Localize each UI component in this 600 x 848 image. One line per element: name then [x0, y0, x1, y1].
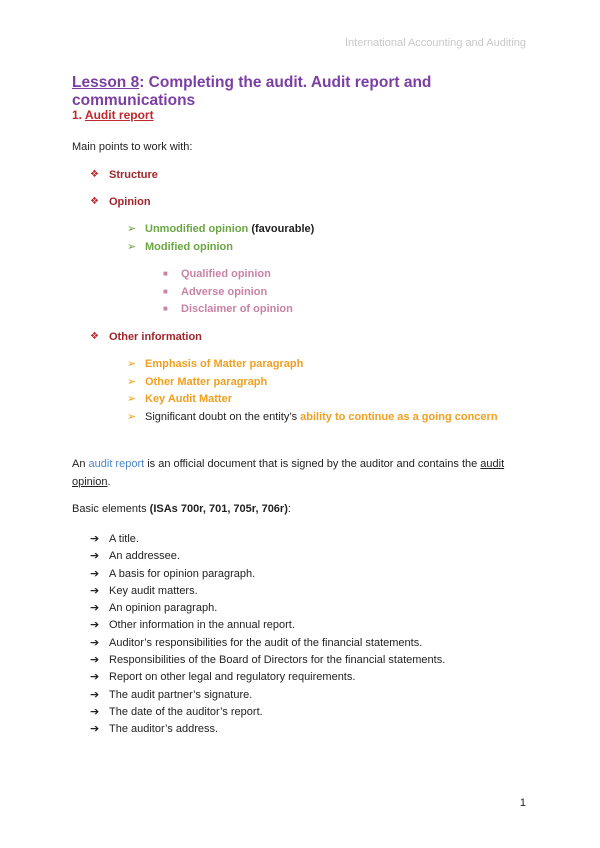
modified-opinion: Modified opinion: [145, 240, 233, 253]
lesson-title-text: : Completing the audit. Audit report and communications: [72, 74, 432, 109]
right-arrow-icon: ➔: [90, 619, 100, 632]
list-item: [127, 357, 498, 375]
right-arrow-icon: ➔: [90, 533, 100, 545]
element-text: An opinion paragraph.: [109, 602, 218, 615]
element-text: A title.: [109, 533, 139, 545]
right-arrow-icon: ➔: [90, 688, 100, 701]
list-item: [90, 584, 445, 601]
lesson-number: Lesson 8: [72, 74, 140, 91]
diamond-bullet-icon: ❖: [90, 196, 99, 207]
right-arrow-icon: ➔: [90, 705, 100, 718]
doubt-prefix: Significant doubt on the entity’s: [145, 410, 301, 423]
arrowhead-bullet-icon: ➢: [127, 223, 137, 235]
qualified-opinion: Qualified opinion: [181, 268, 271, 280]
list-item: [127, 392, 498, 410]
list-item: [163, 267, 293, 285]
list-item: [90, 618, 445, 635]
definition-prefix: An: [72, 458, 89, 470]
main-points-list-a: [90, 168, 158, 222]
element-text: The date of the auditor’s report.: [109, 705, 263, 718]
list-item: [163, 285, 293, 303]
element-text: Other information in the annual report.: [109, 619, 295, 632]
list-item: [90, 330, 202, 357]
section-heading: [72, 108, 154, 122]
basic-elements-list: [90, 532, 445, 740]
right-arrow-icon: ➔: [90, 567, 100, 580]
element-text: Report on other legal and regulatory requirements.: [109, 671, 356, 684]
list-item: [90, 532, 445, 549]
element-text: An addressee.: [109, 550, 180, 563]
point-opinion: Opinion: [109, 196, 151, 208]
lesson-title: [72, 74, 542, 110]
basic-elements-label: [72, 503, 291, 515]
audit-opinion-term: audit opinion: [72, 458, 505, 488]
basic-prefix: Basic elements: [72, 503, 150, 515]
list-item: [90, 567, 445, 584]
basic-suffix: :: [287, 503, 291, 515]
arrowhead-bullet-icon: ➢: [127, 375, 137, 388]
definition-suffix: .: [107, 476, 111, 488]
arrowhead-bullet-icon: ➢: [127, 240, 137, 253]
point-other-information: Other information: [109, 331, 202, 343]
list-item: [90, 636, 445, 653]
main-points-list-b: [90, 330, 202, 357]
diamond-bullet-icon: ❖: [90, 169, 99, 180]
list-item: [90, 549, 445, 566]
isas-reference: (ISAs 700r, 701, 705r, 706r): [149, 503, 288, 515]
diamond-bullet-icon: ❖: [90, 331, 99, 342]
disclaimer-opinion: Disclaimer of opinion: [181, 303, 293, 315]
right-arrow-icon: ➔: [90, 671, 100, 684]
element-text: Responsibilities of the Board of Directors for the financial statements.: [109, 654, 446, 667]
going-concern: ability to continue as a going concern: [300, 410, 498, 423]
section-name: Audit report: [84, 108, 154, 122]
square-bullet-icon: ■: [163, 304, 168, 313]
list-item: [90, 688, 445, 705]
right-arrow-icon: ➔: [90, 636, 100, 649]
opinion-types-list: [127, 222, 314, 257]
definition-middle: is an official document that is signed by the auditor and contains the: [144, 458, 481, 470]
list-item: [127, 375, 498, 393]
list-item: [90, 601, 445, 618]
list-item: [90, 195, 158, 222]
list-item: [90, 670, 445, 687]
arrowhead-bullet-icon: ➢: [127, 393, 137, 405]
list-item: [127, 222, 314, 240]
element-text: The audit partner’s signature.: [109, 688, 253, 701]
list-item: [90, 722, 445, 739]
modified-opinion-list: [163, 267, 293, 320]
square-bullet-icon: ■: [163, 286, 168, 296]
page-number: 1: [519, 797, 526, 809]
intro-text: Main points to work with:: [72, 141, 193, 153]
running-header: International Accounting and Auditing: [344, 37, 526, 49]
list-item: [90, 705, 445, 722]
point-structure: Structure: [109, 169, 158, 181]
right-arrow-icon: ➔: [90, 602, 100, 615]
element-text: The auditor’s address.: [109, 723, 219, 736]
arrowhead-bullet-icon: ➢: [127, 358, 137, 370]
list-item: [163, 302, 293, 320]
other-matter: Other Matter paragraph: [145, 375, 268, 388]
right-arrow-icon: ➔: [90, 654, 100, 667]
arrowhead-bullet-icon: ➢: [127, 410, 137, 423]
list-item: [127, 240, 314, 258]
adverse-opinion: Adverse opinion: [181, 285, 268, 298]
list-item: [90, 653, 445, 670]
other-information-list: [127, 357, 498, 427]
emphasis-of-matter: Emphasis of Matter paragraph: [145, 358, 304, 370]
square-bullet-icon: ■: [163, 269, 168, 278]
element-text: Key audit matters.: [109, 584, 198, 597]
right-arrow-icon: ➔: [90, 723, 100, 736]
key-audit-matter: Key Audit Matter: [145, 393, 232, 405]
definition-paragraph: [72, 455, 532, 491]
section-number: 1.: [72, 108, 85, 122]
right-arrow-icon: ➔: [90, 550, 100, 563]
element-text: A basis for opinion paragraph.: [109, 567, 256, 580]
right-arrow-icon: ➔: [90, 584, 100, 597]
element-text: Auditor’s responsibilities for the audit of the financial statements.: [109, 636, 423, 649]
list-item: [127, 410, 498, 428]
favourable-note: (favourable): [248, 223, 315, 235]
unmodified-opinion: Unmodified opinion: [145, 223, 249, 235]
list-item: [90, 168, 158, 195]
audit-report-term: audit report: [88, 458, 145, 470]
